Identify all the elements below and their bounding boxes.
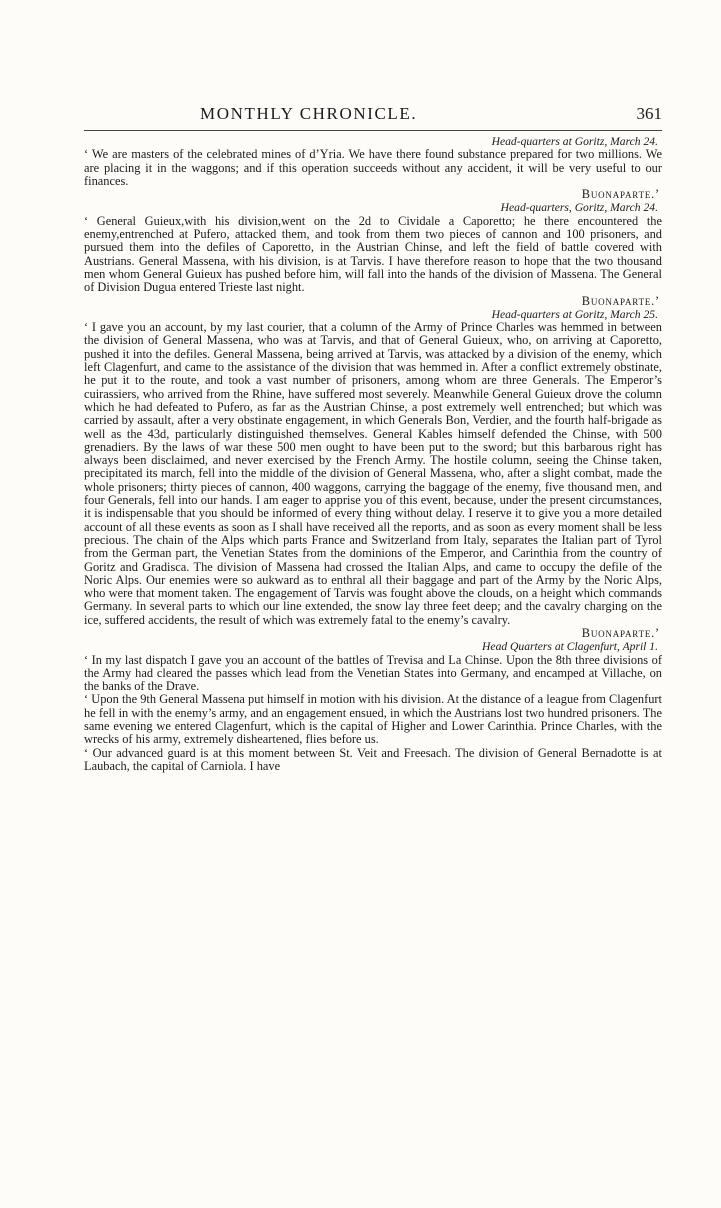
letter-paragraph: ‘ We are masters of the celebrated mines of d’Yria. We have there found substance prepared for two millions. We are placing it in the waggons; and if this operation succeeds without any accident, it will be very useful to our finances. bbox=[84, 147, 662, 188]
letter-paragraph: ‘ Upon the 9th General Massena put himself in motion with his division. At the distance of a league from Clagenfurt he fell in with the enemy’s army, and an engagement ensued, in which the Austrians lost two hundred prisoners. The same evening we entered Clagenfurt, which is the capital of Higher and Lower Carinthia. Prince Charles, with the wrecks of his army, extremely disheartened, flies before us. bbox=[84, 692, 662, 747]
letter-paragraph: ‘ I gave you an account, by my last courier, that a column of the Army of Prince Charles was hemmed in between the division of General Massena, who was at Tarvis, and that of General Guieux, who, on arriving at Caporetto, pushed it into the defiles. General Massena, being arrived at Tarvis, was attacked by a division of the enemy, which left Clagenfurt, and came to the assistance of the division that was hemmed in. After a conflict extremely obstinate, he put it to the route, and took a vast number of prisoners, among whom are three Generals. The Emperor’s cuirassiers, who arrived from the Rhine, have suffered most severely. Meanwhile General Guieux drove the column which he had defeated to Pufero, as far as the Austrian Chinse, a post extremely well entrenched; but which was carried by assault, after a very obstinate engagement, in which Generals Bon, Verdier, and the fourth half-brigade as well as the 43d, particularly distinguished themselves. General Kables himself defended the Chinse, with 500 grenadiers. By the laws of war these 500 men ought to have been put to the sword; but this barbarous right has always been disclaimed, and never exercised by the French Army. The hostile column, seeing the Chinse taken, precipitated its march, fell into the middle of the division of General Massena, who, after a slight combat, made the whole prisoners; thirty pieces of cannon, 400 waggons, carrying the baggage of the enemy, five thousand men, and four Generals, fell into our hands. I am eager to apprise you of this event, because, under the present circumstances, it is indispensable that you should be informed of every thing without delay. I reserve it to give you a more detailed account of all these events as soon as I shall have received all the reports, and as soon as every moment shall be less precious. The chain of the Alps which parts France and Switzerland from Italy, separates the Italian part of Tyrol from the German part, the Venetian States from the dominions of the Emperor, and Carinthia from the country of Goritz and Gradisca. The division of Massena had crossed the Italian Alps, and came to occupy the defile of the Noric Alps. Our enemies were so aukward as to enthral all their baggage and part of the Army by the Noric Alps, who were that moment taken. The engagement of Tarvis was fought above the clouds, on a height which commands Germany. In several parts to which our line extended, the snow lay three feet deep; and the cavalry charging on the ice, suffered accidents, the result of which was extremely fatal to the enemy’s cavalry. bbox=[84, 320, 662, 627]
running-title: MONTHLY CHRONICLE. bbox=[200, 104, 418, 123]
letter-paragraph: ‘ General Guieux,with his division,went on the 2d to Cividale a Caporetto; he there encountered the enemy,entrenched at Pufero, attacked them, and took from them two pieces of cannon and 100 prisoners, and pursued them into the defiles of Caporetto, in the Austrian Chinse, and left the field of battle covered with Austrians. General Massena, with his division, is at Tarvis. I have therefore reason to hope that the two thousand men whom General Guieux has pushed before him, will fall into the hands of the division of Massena. The General of Division Dugua entered Trieste last night. bbox=[84, 213, 662, 295]
letter-paragraph: ‘ Our advanced guard is at this moment between St. Veit and Freesach. The division of General Bernadotte is at Laubach, the capital of Carniola. I have bbox=[84, 745, 662, 773]
dateline: Head-quarters at Goritz, March 25. bbox=[491, 307, 658, 321]
signature: Buonaparte.’ bbox=[581, 187, 660, 202]
letter-paragraph: ‘ In my last dispatch I gave you an account of the battles of Trevisa and La Chinse. Upon the 8th three divisions of the Army had cleared the passes which lead from the Venetian States into Germany, and encamped at Villache, on the banks of the Drave. bbox=[84, 652, 662, 694]
signature: Buonaparte.’ bbox=[581, 293, 660, 308]
book-page bbox=[84, 104, 662, 773]
page-number: 361 bbox=[636, 104, 662, 123]
header-rule bbox=[84, 130, 662, 131]
chronicle-text bbox=[84, 135, 662, 773]
signature: Buonaparte.’ bbox=[581, 625, 660, 640]
dateline: Head-quarters, Goritz, March 24. bbox=[500, 201, 658, 215]
dateline: Head-quarters at Goritz, March 24. bbox=[491, 135, 658, 148]
dateline: Head Quarters at Clagenfurt, April 1. bbox=[482, 640, 658, 654]
running-head bbox=[84, 104, 662, 126]
